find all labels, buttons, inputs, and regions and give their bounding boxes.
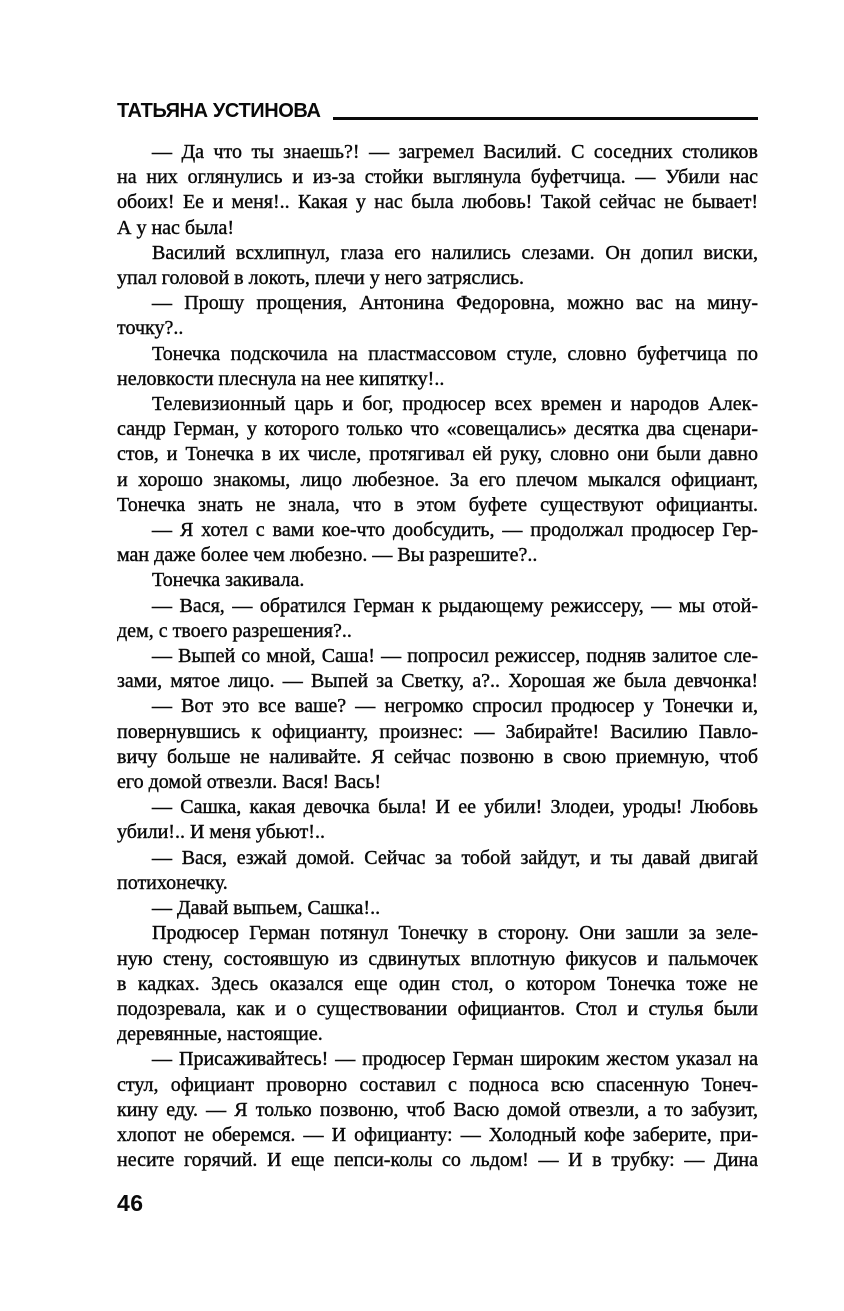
page-text [117,140,758,1173]
paragraph [117,392,758,518]
text-line: — Присаживайтесь! — продюсер Герман широким жестом указал на [152,1048,758,1071]
text-line: ную стену, состоявшую из сдвинутых вплотную фикусов и пальмочек [117,947,758,970]
text-line: подозревала, как и о существовании официантов. Стол и стулья были [117,997,758,1020]
text-line: неловкости плеснула на нее кипятку!.. [117,367,445,390]
text-line: дем, с твоего разрешения?.. [117,619,352,642]
running-header [117,101,758,121]
text-line: обоих! Ее и меня!.. Какая у нас была любовь! Такой сейчас не бывает! [117,191,758,214]
paragraph [117,342,758,392]
text-line: и хорошо знакомы, лицо любезное. За его плечом мыкался официант, [117,468,758,491]
text-line: в кадках. Здесь оказался еще один стол, о котором Тонечка тоже не [117,972,758,995]
text-line: — Прошу прощения, Антонина Федоровна, можно вас на мину- [152,292,758,315]
text-line: — Выпей со мной, Саша! — попросил режиссер, подняв залитое сле- [152,645,758,668]
text-line: — Я хотел с вами кое-что дообсудить, — продолжал продюсер Гер- [152,519,758,542]
text-line: деревянные, настоящие. [117,1023,323,1046]
text-line: — Давай выпьем, Сашка!.. [152,897,381,920]
paragraph [117,896,758,921]
text-line: Тонечка знать не знала, что в этом буфете существуют официанты. [117,493,758,516]
text-line: повернувшись к официанту, произнес: — Забирайте! Василию Павло- [117,720,758,743]
text-line: Телевизионный царь и бог, продюсер всех времен и народов Алек- [152,393,758,416]
page-number: 46 [117,1190,144,1216]
text-line: Василий всхлипнул, глаза его налились слезами. Он допил виски, [152,241,758,264]
text-line: несите горячий. И еще пепси-колы со льдом! — И в трубку: — Дина [117,1149,758,1172]
text-line: ман даже более чем любезно. — Вы разрешите?.. [117,544,538,567]
text-line: зами, мятое лицо. — Выпей за Светку, а?.. Хорошая же была девчонка! [117,670,758,693]
text-line: Продюсер Герман потянул Тонечку в сторону. Они зашли за зеле- [152,922,758,945]
text-line: упал головой в локоть, плечи у него затряслись. [117,267,525,290]
text-line: А у нас была! [117,216,235,239]
text-line: Тонечка закивала. [152,569,305,592]
text-line: точку?.. [117,317,184,340]
paragraph [117,518,758,568]
author-name: ТАТЬЯНА УСТИНОВА [117,100,321,122]
text-line: — Сашка, какая девочка была! И ее убили! Злодеи, уроды! Любовь [152,796,758,819]
text-line: Тонечка подскочила на пластмассовом стуле, словно буфетчица по [152,342,758,365]
text-line: — Вася, — обратился Герман к рыдающему режиссеру, — мы отой- [152,594,758,617]
text-line: вичу больше не наливайте. Я сейчас позвоню в свою приемную, чтоб [117,745,758,768]
text-line: — Вася, езжай домой. Сейчас за тобой зайдут, и ты давай двигай [152,846,758,869]
paragraph [117,594,758,644]
paragraph [117,291,758,341]
text-line: — Вот это все ваше? — негромко спросил продюсер у Тонечки и, [152,695,758,718]
text-line: потихонечку. [117,871,228,894]
text-line: стул, официант проворно составил с подноса всю спасенную Тонеч- [117,1073,758,1096]
paragraph [117,1047,758,1173]
text-line: — Да что ты знаешь?! — загремел Василий. С соседних столиков [152,141,758,163]
paragraph [117,241,758,291]
paragraph [117,694,758,795]
paragraph [117,921,758,1047]
paragraph [117,644,758,694]
paragraph [117,846,758,896]
text-line: кину еду. — Я только позвоню, чтоб Васю домой отвезли, а то забузит, [117,1098,758,1121]
text-line: хлопот не оберемся. — И официанту: — Холодный кофе заберите, при- [117,1123,758,1146]
text-line: сандр Герман, у которого только что «совещались» десятка два сценари- [117,418,758,441]
paragraph [117,795,758,845]
text-line: убили!.. И меня убьют!.. [117,821,325,844]
text-line: на них оглянулись и из-за стойки выглянула буфетчица. — Убили нас [117,166,758,189]
paragraph [117,568,758,593]
text-line: стов, и Тонечка в их числе, протягивал ей руку, словно они были давно [117,443,758,466]
text-line: его домой отвезли. Вася! Вась! [117,771,382,794]
header-rule [333,117,758,120]
paragraph [117,140,758,241]
